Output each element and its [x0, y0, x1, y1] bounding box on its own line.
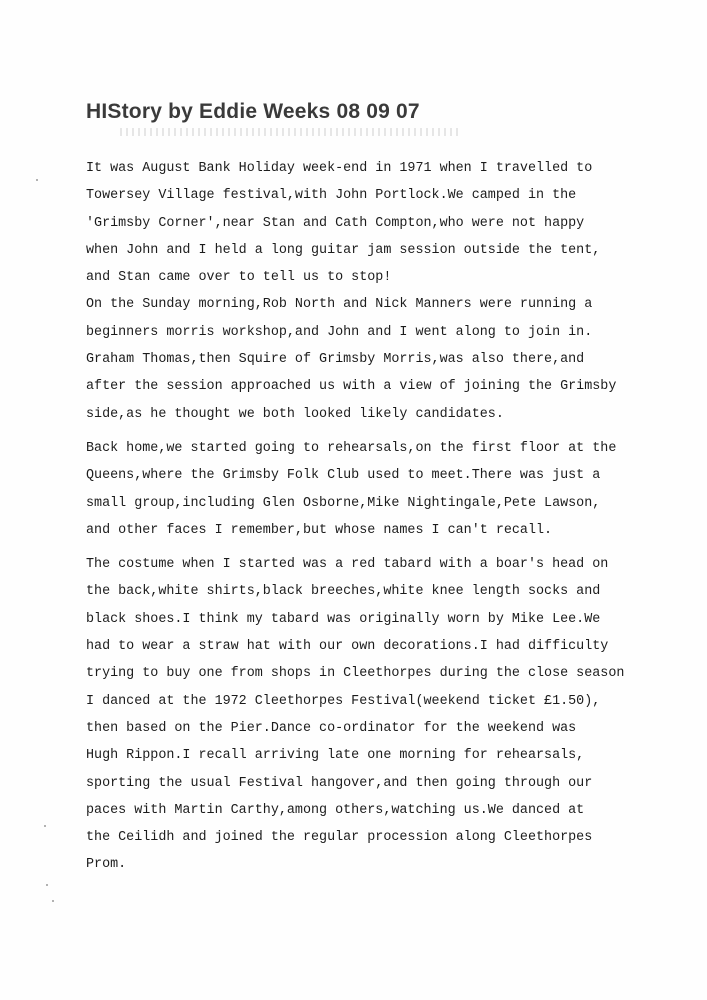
- scan-speck: [46, 884, 48, 886]
- scan-smudge: [120, 128, 460, 136]
- text-line: the back,white shirts,black breeches,white knee length socks and: [86, 584, 601, 600]
- scan-speck: [36, 179, 38, 181]
- text-line: when John and I held a long guitar jam session outside the tent,: [86, 242, 601, 258]
- text-line: trying to buy one from shops in Cleethorpes during the close season: [86, 666, 625, 682]
- text-line: sporting the usual Festival hangover,and then going through our: [86, 775, 593, 791]
- text-line: Queens,where the Grimsby Folk Club used to meet.There was just a: [86, 468, 601, 484]
- text-line: side,as he thought we both looked likely candidates.: [86, 406, 504, 422]
- text-line: the Ceilidh and joined the regular procession along Cleethorpes: [86, 830, 593, 846]
- paragraph-gap: [86, 544, 656, 551]
- text-line: 'Grimsby Corner',near Stan and Cath Compton,who were not happy: [86, 215, 585, 231]
- text-line: then based on the Pier.Dance co-ordinator for the weekend was: [86, 720, 577, 736]
- text-line: black shoes.I think my tabard was originally worn by Mike Lee.We: [86, 611, 601, 627]
- text-line: I danced at the 1972 Cleethorpes Festival(weekend ticket £1.50),: [86, 693, 601, 709]
- text-line: Graham Thomas,then Squire of Grimsby Morris,was also there,and: [86, 352, 585, 368]
- text-line: and Stan came over to tell us to stop!: [86, 270, 392, 286]
- text-line: paces with Martin Carthy,among others,watching us.We danced at: [86, 802, 585, 818]
- paragraph-3: [86, 551, 656, 879]
- paragraph-1: [86, 155, 656, 428]
- text-line: Hugh Rippon.I recall arriving late one morning for rehearsals,: [86, 748, 585, 764]
- text-line: after the session approached us with a view of joining the Grimsby: [86, 379, 617, 395]
- text-line: It was August Bank Holiday week-end in 1971 when I travelled to: [86, 161, 593, 176]
- paragraph-2: [86, 435, 656, 544]
- text-line: Prom.: [86, 857, 127, 873]
- scan-speck: [52, 900, 54, 902]
- document-title: HIStory by Eddie Weeks 08 09 07: [86, 100, 420, 123]
- text-line: Towersey Village festival,with John Portlock.We camped in the: [86, 188, 577, 204]
- paragraph-gap: [86, 428, 656, 435]
- text-line: and other faces I remember,but whose names I can't recall.: [86, 522, 553, 538]
- text-line: small group,including Glen Osborne,Mike Nightingale,Pete Lawson,: [86, 495, 601, 511]
- text-line: The costume when I started was a red tabard with a boar's head on: [86, 557, 609, 573]
- scan-speck: [44, 825, 46, 827]
- text-line: beginners morris workshop,and John and I went along to join in.: [86, 324, 593, 340]
- text-line: On the Sunday morning,Rob North and Nick Manners were running a: [86, 297, 593, 313]
- text-line: Back home,we started going to rehearsals,on the first floor at the: [86, 440, 617, 456]
- text-line: had to wear a straw hat with our own decorations.I had difficulty: [86, 639, 609, 655]
- document-body: [86, 155, 656, 879]
